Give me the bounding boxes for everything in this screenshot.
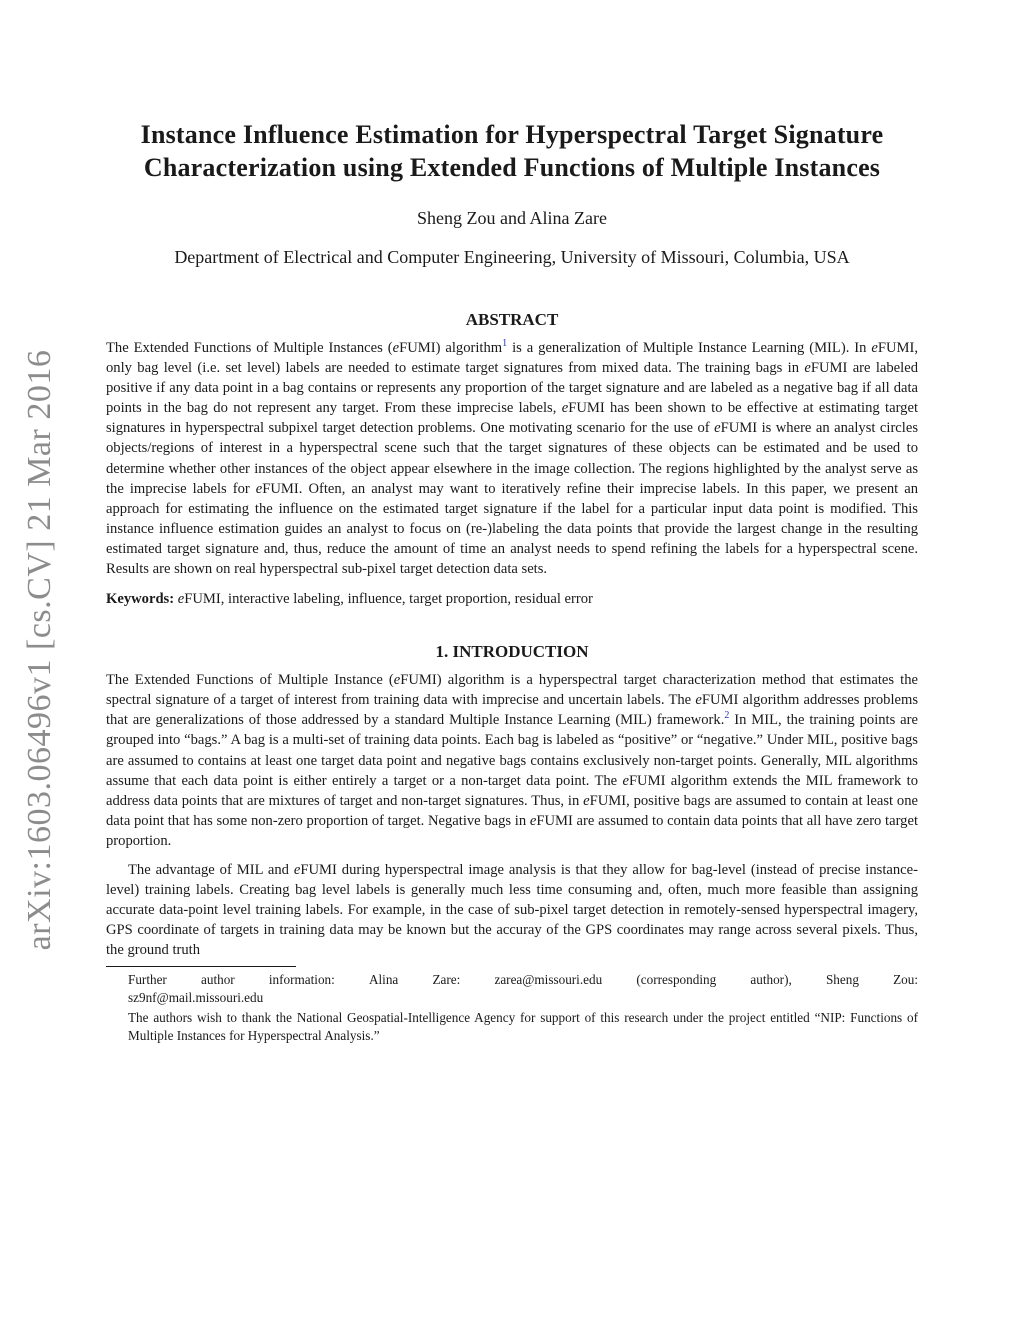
page-content: [106, 118, 918, 1045]
abstract-paragraph: The Extended Functions of Multiple Instances (eFUMI) algorithm$^1$ is a generalization of Multiple Instance Learning (MIL). In eFUMI, only bag level (i.e. set level) labels are needed to estimate target signatures from mixed data. The training bags in eFUMI are labeled positive if any data point in a bag contains or represents any proportion of the target signature and are labeled as a negative bag if all data points in the bag do not represent any target. From these imprecise labels, eFUMI has been shown to be effective at estimating target signatures in hyperspectral subpixel target detection problems. One motivating scenario for the use of eFUMI is where an analyst circles objects/regions of interest in a hyperspectral scene such that the target signatures of these objects can be estimated and be used to determine whether other instances of the object appear elsewhere in the image collection. The regions highlighted by the analyst serve as the imprecise labels for eFUMI. Often, an analyst may want to iteratively refine their imprecise labels. In this paper, we present an approach for estimating the influence on the estimated target signature if the label for a particular input data point is modified. This instance influence estimation guides an analyst to focus on (re-)labeling the data points that provide the largest change in the resulting estimated target signature and, thus, reduce the amount of time an analyst needs to spend refining the labels for a hyperspectral scene. Results are shown on real hyperspectral sub-pixel target detection data sets.: [106, 338, 919, 578]
author-email-link[interactable]: zarea@missouri.edu: [494, 972, 603, 988]
introduction-paragraph-2: The advantage of MIL and eFUMI during hyperspectral image analysis is that they allow for bag-level (instead of precise instance-level) training labels. Creating bag level labels is generally much less time consuming and, often, much more feasible than assigning accurate data-point level training labels. For example, in the case of sub-pixel target detection in remotely-sensed hyperspectral imagery, GPS coordinate of targets in training data may be known but the accuray of the GPS coordinates may range across several pixels. Thus, the ground truth: [106, 861, 918, 959]
footnotes: [106, 971, 918, 1045]
arxiv-identifier-stamp: arXiv:1603.06496v1 [cs.CV] 21 Mar 2016: [21, 349, 58, 951]
footnote-1-line: Further author information: Alina Zare: zarea@missouri.edu (corresponding author), Sheng Zou:: [128, 972, 918, 988]
keywords-label: Keywords:: [106, 591, 175, 608]
paper-authors: Sheng Zou and Alina Zare: [417, 208, 607, 228]
footnote-1: [106, 971, 918, 989]
introduction-paragraph-1: The Extended Functions of Multiple Instance (eFUMI) algorithm is a hyperspectral target characterization method that estimates the spectral signature of a target of interest from training data with imprecise and uncertain labels. The eFUMI algorithm addresses problems that are generalizations of those addressed by a standard Multiple Instance Learning (MIL) framework.$^2$ In MIL, the training points are grouped into “bags.” A bag is a multi-set of training data points. Each bag is labeled as “positive” or “negative.” Under MIL, positive bags are assumed to contains at least one target data point and negative bags contains exclusively non-target points. Generally, MIL algorithms assume that each data point is either entirely a target or a non-target data point. The eFUMI algorithm extends the MIL framework to address data points that are mixtures of target and non-target signatures. Thus, in eFUMI, positive bags are assumed to contain at least one data point that has some non-zero proportion of target. Negative bags in eFUMI are assumed to contain data points that all have zero target proportion.: [106, 672, 919, 849]
abstract-heading: ABSTRACT: [465, 310, 559, 329]
paper-affiliation: Department of Electrical and Computer Engineering, University of Missouri, Columbia, USA: [174, 247, 850, 267]
footnote-ref-1[interactable]: 1: [502, 338, 508, 350]
footnote-ref-2[interactable]: 2: [724, 710, 730, 722]
keywords-text: FUMI, interactive labeling, influence, target proportion, residual error: [184, 591, 593, 608]
footnote-2: The authors wish to thank the National Geospatial-Intelligence Agency for support of this research under the project entitled “NIP: Functions of Multiple Instances for Hyperspectral Analysis.”: [128, 1010, 918, 1044]
keywords-line: Keywords: eFUMI, interactive labeling, influence, target proportion, residual error: [106, 591, 593, 608]
footnote-divider: [106, 966, 296, 967]
footnote-1-continuation[interactable]: sz9nf@mail.missouri.edu: [128, 990, 264, 1006]
introduction-heading: 1. INTRODUCTION: [435, 642, 589, 662]
paper-title: Instance Influence Estimation for Hyperspectral Target Signature Characterization using Extended Functions of Multiple Instances: [140, 120, 884, 182]
